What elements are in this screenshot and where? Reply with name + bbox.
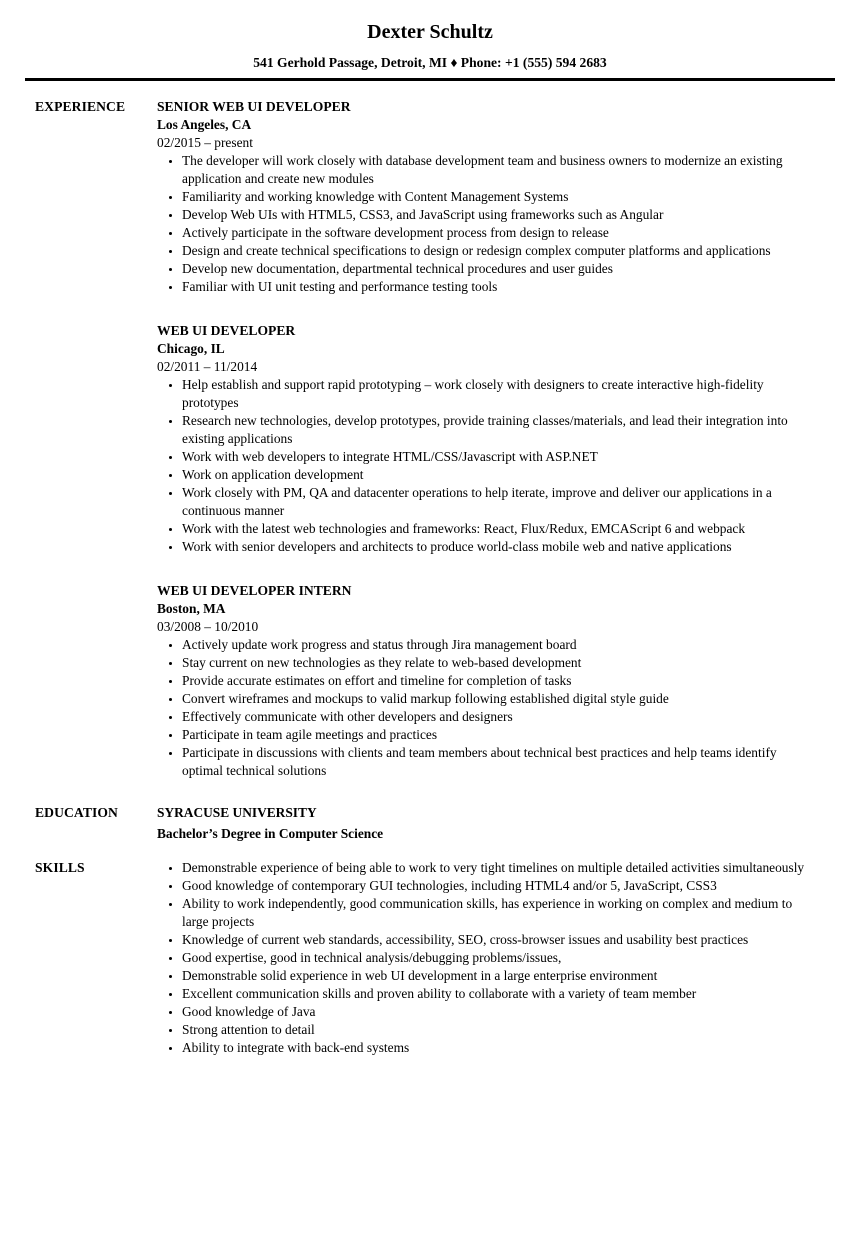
skills-bullet-list [157,859,815,1057]
skill-bullet: • Demonstrable experience of being able to work to very tight timelines on multiple detailed activities simultaneously [182,859,815,877]
job-bullet: • Participate in team agile meetings and practices [182,726,815,744]
job-location: Chicago, IL [157,341,225,356]
experience-job-list [157,98,815,780]
job-bullet-list [157,636,815,780]
job-bullet: • Stay current on new technologies as they relate to web-based development [182,654,815,672]
skills-label: SKILLS [35,860,85,875]
job-bullet: • Effectively communicate with other developers and designers [182,708,815,726]
job-title: SENIOR WEB UI DEVELOPER [157,99,351,114]
skill-bullet: • Good knowledge of Java [182,1003,815,1021]
experience-label: EXPERIENCE [35,99,126,114]
section-skills [25,859,835,1057]
job-bullet: • Help establish and support rapid prototyping – work closely with designers to create interactive high-fidelity prototypes [182,376,815,412]
job-location: Los Angeles, CA [157,117,252,132]
education-label: EDUCATION [35,805,118,820]
job-bullet: • Actively update work progress and status through Jira management board [182,636,815,654]
experience-job [157,322,815,556]
skill-bullet: • Knowledge of current web standards, accessibility, SEO, cross-browser issues and usability best practices [182,931,815,949]
job-bullet: • Provide accurate estimates on effort and timeline for completion of tasks [182,672,815,690]
resume-header [25,0,835,81]
skill-bullet: • Demonstrable solid experience in web UI development in a large enterprise environment [182,967,815,985]
job-bullet: • Actively participate in the software development process from design to release [182,224,815,242]
education-content [157,804,835,843]
job-bullet: • Design and create technical specifications to design or redesign complex computer platforms and applications [182,242,815,260]
experience-content [157,98,835,780]
skill-bullet: • Ability to integrate with back-end systems [182,1039,815,1057]
job-bullet: • Work closely with PM, QA and datacenter operations to help iterate, improve and deliver our applications in a continuous manner [182,484,815,520]
job-dates: 03/2008 – 10/2010 [157,619,259,634]
job-dates: 02/2015 – present [157,135,253,150]
job-bullet: • Work with the latest web technologies and frameworks: React, Flux/Redux, EMCAScript 6 and webpack [182,520,815,538]
job-bullet: • The developer will work closely with database development team and business owners to modernize an existing application and create new modules [182,152,815,188]
person-name: Dexter Schultz [367,21,493,43]
job-title: WEB UI DEVELOPER [157,323,296,338]
skill-bullet: • Good knowledge of contemporary GUI technologies, including HTML4 and/or 5, JavaScript, CSS3 [182,877,815,895]
job-bullet: • Work with senior developers and architects to produce world-class mobile web and native applications [182,538,815,556]
job-location: Boston, MA [157,601,226,616]
job-bullet: • Work with web developers to integrate HTML/CSS/Javascript with ASP.NET [182,448,815,466]
job-bullet: • Develop Web UIs with HTML5, CSS3, and JavaScript using frameworks such as Angular [182,206,815,224]
job-bullet: • Work on application development [182,466,815,484]
job-bullet: • Convert wireframes and mockups to valid markup following established digital style guide [182,690,815,708]
section-education [25,804,835,843]
contact-line: 541 Gerhold Passage, Detroit, MI ♦ Phone: +1 (555) 594 2683 [253,55,607,70]
skills-content [157,859,835,1057]
job-bullet: • Research new technologies, develop prototypes, provide training classes/materials, and lead their integration into existing applications [182,412,815,448]
education-degree: Bachelor’s Degree in Computer Science [157,826,384,841]
job-bullet: • Familiar with UI unit testing and performance testing tools [182,278,815,296]
skill-bullet: • Good expertise, good in technical analysis/debugging problems/issues, [182,949,815,967]
job-dates: 02/2011 – 11/2014 [157,359,258,374]
education-school: SYRACUSE UNIVERSITY [157,805,317,820]
job-bullet-list [157,152,815,296]
experience-job [157,582,815,780]
job-title: WEB UI DEVELOPER INTERN [157,583,352,598]
job-bullet: • Develop new documentation, departmental technical procedures and user guides [182,260,815,278]
skill-bullet: • Strong attention to detail [182,1021,815,1039]
job-bullet: • Familiarity and working knowledge with Content Management Systems [182,188,815,206]
skill-bullet: • Excellent communication skills and proven ability to collaborate with a variety of team member [182,985,815,1003]
skill-bullet: • Ability to work independently, good communication skills, has experience in working on complex and medium to large projects [182,895,815,931]
section-experience [25,98,835,780]
job-bullet-list [157,376,815,556]
job-bullet: • Participate in discussions with clients and team members about technical best practices and help teams identify optimal technical solutions [182,744,815,780]
experience-job [157,98,815,296]
